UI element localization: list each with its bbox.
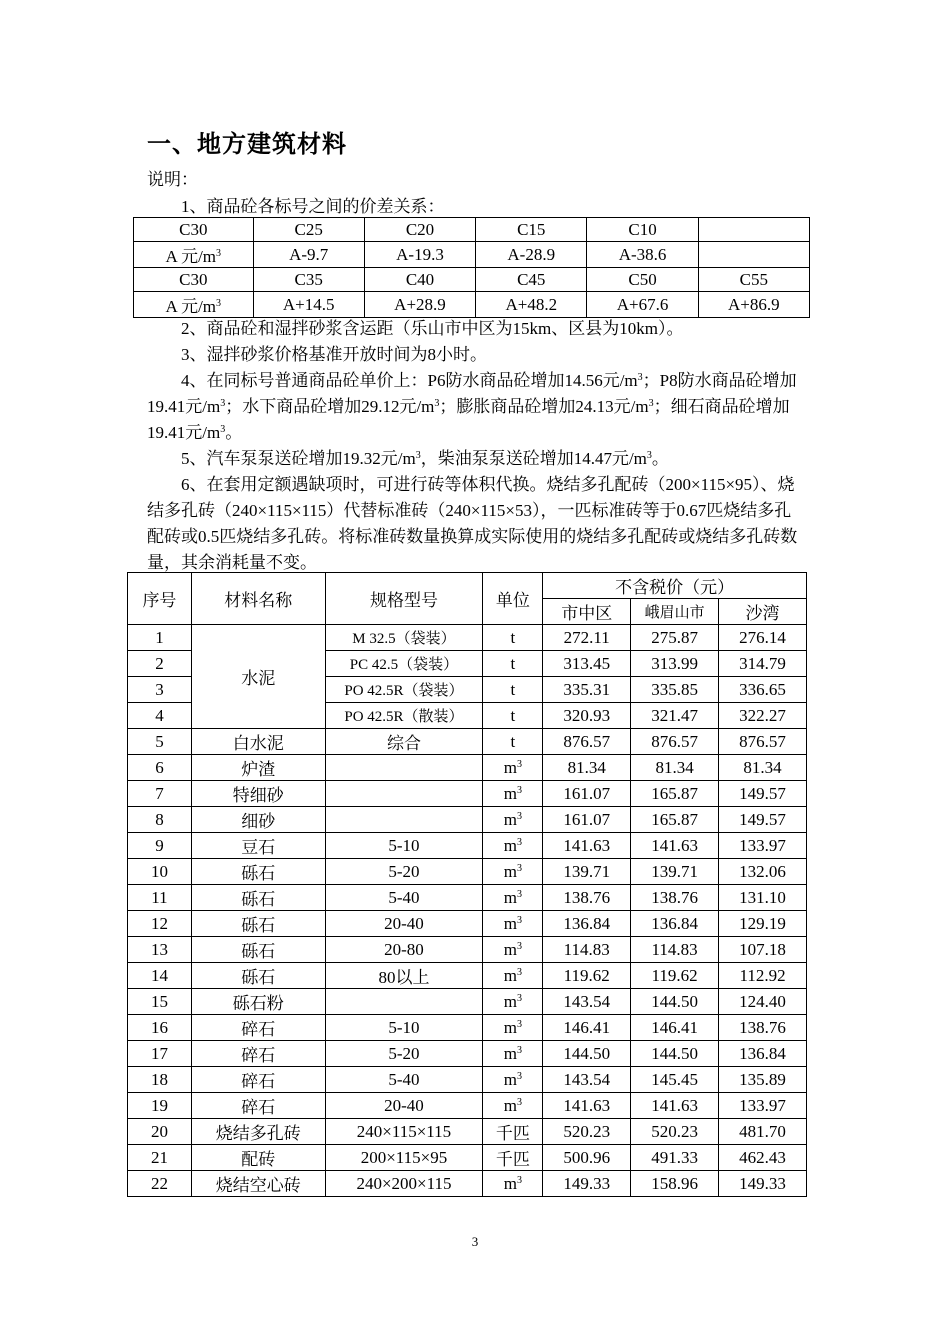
superscript: 3 [646, 450, 652, 461]
table-row [134, 242, 810, 268]
superscript: 3 [516, 810, 522, 822]
price-shawan-cell: 107.18 [719, 937, 807, 963]
price-emeishan-cell: 145.45 [631, 1067, 719, 1093]
price-emeishan-cell: 313.99 [631, 651, 719, 677]
seq-cell: 20 [128, 1119, 192, 1145]
superscript: 3 [516, 1070, 522, 1082]
price-shawan-cell: 136.84 [719, 1041, 807, 1067]
superscript: 3 [516, 940, 522, 952]
unit-cell: $m^3$ [483, 781, 543, 807]
spec-cell: 20-80 [325, 937, 483, 963]
seq-cell: 17 [128, 1041, 192, 1067]
superscript: 3 [415, 450, 421, 461]
price-shawan-cell: 336.65 [719, 677, 807, 703]
superscript: 3 [516, 836, 522, 848]
grade-base-cell [134, 292, 254, 318]
unit-cell: $m^3$ [483, 1171, 543, 1197]
price-emeishan-cell: 141.63 [631, 833, 719, 859]
material-name-cell: 碎石 [191, 1067, 325, 1093]
table-row [128, 885, 807, 911]
item-2: 2、商品砼和湿拌砂浆含运距（乐山市中区为15km、区县为10km）。 [181, 319, 684, 338]
unit-cell: $m^3$ [483, 1067, 543, 1093]
table-row [128, 755, 807, 781]
table-row [128, 833, 807, 859]
unit-cell: $m^3$ [483, 1041, 543, 1067]
material-name-cell: 豆石 [191, 833, 325, 859]
superscript: 3 [516, 992, 522, 1004]
price-emeishan-cell: 119.62 [631, 963, 719, 989]
seq-cell: 4 [128, 703, 192, 729]
table-row [128, 1093, 807, 1119]
item-4-text: ；细石商品砼增加19.41元/m [147, 397, 790, 442]
superscript: 3 [637, 372, 643, 383]
item-1: 1、商品砼各标号之间的价差关系： [181, 197, 445, 216]
table-row [128, 937, 807, 963]
grade-cell: C15 [476, 218, 587, 242]
seq-cell: 7 [128, 781, 192, 807]
unit-cell: t [483, 729, 543, 755]
price-shizhong-cell: 114.83 [543, 937, 631, 963]
grade-cell: A-19.3 [364, 242, 475, 268]
seq-cell: 10 [128, 859, 192, 885]
table-row [128, 1145, 807, 1171]
unit-cell: $m^3$ [483, 989, 543, 1015]
price-shizhong-cell: 139.71 [543, 859, 631, 885]
price-shawan-cell: 129.19 [719, 911, 807, 937]
item-4-text: ；膨胀商品砼增加24.13元/m [439, 397, 649, 416]
seq-cell: 22 [128, 1171, 192, 1197]
grade-cell: A-38.6 [587, 242, 698, 268]
superscript: 3 [220, 398, 226, 409]
superscript: 3 [516, 1096, 522, 1108]
material-name-cell: 砾石 [191, 885, 325, 911]
table-row [128, 1041, 807, 1067]
table-row [128, 1171, 807, 1197]
spec-cell: M 32.5（袋装） [325, 625, 483, 651]
grade-cell: A+67.6 [587, 292, 698, 318]
price-shawan-cell: 133.97 [719, 833, 807, 859]
seq-cell: 6 [128, 755, 192, 781]
spec-cell: PC 42.5（袋装） [325, 651, 483, 677]
table-row [134, 218, 810, 242]
item-4-text: ；水下商品砼增加29.12元/m [225, 397, 435, 416]
grade-cell: C25 [253, 218, 364, 242]
unit-cell: $m^3$ [483, 1015, 543, 1041]
seq-cell: 9 [128, 833, 192, 859]
material-name-cell: 水泥 [191, 625, 325, 729]
grade-cell: A+86.9 [698, 292, 809, 318]
table-header-row [128, 573, 807, 599]
unit-cell: t [483, 625, 543, 651]
price-emeishan-cell: 321.47 [631, 703, 719, 729]
price-shizhong-cell: 335.31 [543, 677, 631, 703]
price-shawan-cell: 124.40 [719, 989, 807, 1015]
spec-cell: 200×115×95 [325, 1145, 483, 1171]
spec-cell: 综合 [325, 729, 483, 755]
price-shawan-cell: 135.89 [719, 1067, 807, 1093]
item-5-text: 。 [651, 449, 669, 468]
material-name-cell: 砾石 [191, 963, 325, 989]
price-emeishan-cell: 144.50 [631, 1041, 719, 1067]
price-shizhong-cell: 320.93 [543, 703, 631, 729]
grade-cell: C55 [698, 268, 809, 292]
price-emeishan-cell: 138.76 [631, 885, 719, 911]
table-row [128, 963, 807, 989]
price-shizhong-cell: 161.07 [543, 807, 631, 833]
material-name-cell: 配砖 [191, 1145, 325, 1171]
header-name: 材料名称 [191, 573, 325, 625]
page-title: 一、地方建筑材料 [147, 130, 347, 158]
price-shizhong-cell: 144.50 [543, 1041, 631, 1067]
seq-cell: 16 [128, 1015, 192, 1041]
price-shizhong-cell: 161.07 [543, 781, 631, 807]
price-shawan-cell: 462.43 [719, 1145, 807, 1171]
grade-cell: A-28.9 [476, 242, 587, 268]
superscript: 3 [516, 888, 522, 900]
superscript: 3 [516, 1044, 522, 1056]
price-shizhong-cell: 143.54 [543, 989, 631, 1015]
price-shawan-cell: 149.57 [719, 781, 807, 807]
price-emeishan-cell: 81.34 [631, 755, 719, 781]
header-loc-shawan: 沙湾 [719, 599, 807, 625]
table-row [128, 1067, 807, 1093]
price-shizhong-cell: 272.11 [543, 625, 631, 651]
material-name-cell: 砾石 [191, 859, 325, 885]
header-spec: 规格型号 [325, 573, 483, 625]
grade-base-cell [134, 242, 254, 268]
price-shizhong-cell: 149.33 [543, 1171, 631, 1197]
price-emeishan-cell: 144.50 [631, 989, 719, 1015]
price-emeishan-cell: 114.83 [631, 937, 719, 963]
spec-cell: 5-40 [325, 1067, 483, 1093]
price-emeishan-cell: 275.87 [631, 625, 719, 651]
material-name-cell: 碎石 [191, 1093, 325, 1119]
item-4-text: ；P8防水商品砼增加19.41元/m [147, 371, 797, 416]
header-unit: 单位 [483, 573, 543, 625]
base-label: A 元/m [165, 297, 217, 316]
superscript: 3 [216, 248, 222, 259]
price-emeishan-cell: 146.41 [631, 1015, 719, 1041]
grade-cell: C30 [134, 218, 254, 242]
grade-cell: C50 [587, 268, 698, 292]
material-name-cell: 砾石粉 [191, 989, 325, 1015]
seq-cell: 8 [128, 807, 192, 833]
spec-cell: 80以上 [325, 963, 483, 989]
concrete-grade-table [133, 217, 810, 318]
table-row [134, 268, 810, 292]
grade-cell: C40 [364, 268, 475, 292]
material-name-cell: 烧结多孔砖 [191, 1119, 325, 1145]
seq-cell: 1 [128, 625, 192, 651]
price-emeishan-cell: 876.57 [631, 729, 719, 755]
superscript: 3 [516, 966, 522, 978]
price-shawan-cell: 276.14 [719, 625, 807, 651]
price-shizhong-cell: 141.63 [543, 1093, 631, 1119]
base-label: A 元/m [165, 247, 217, 266]
table-row [128, 625, 807, 651]
price-shizhong-cell: 876.57 [543, 729, 631, 755]
table-row [128, 781, 807, 807]
item-6: 6、在套用定额遇缺项时，可进行砖等体积代换。烧结多孔配砖（200×115×95）、烧结多孔砖（240×115×115）代替标准砖（240×115×53），一匹标准砖等于0.67匹烧结多孔配砖或0.5匹烧结多孔砖。将标准砖数量换算成实际使用的烧结多孔配砖或烧结多孔砖数量，其余消耗量不变。 [147, 475, 798, 572]
seq-cell: 11 [128, 885, 192, 911]
material-rows [128, 729, 807, 1197]
superscript: 3 [516, 1018, 522, 1030]
unit-cell: $m^3$ [483, 963, 543, 989]
spec-cell [325, 781, 483, 807]
grade-cell: A+14.5 [253, 292, 364, 318]
superscript: 3 [516, 1174, 522, 1186]
price-shawan-cell: 132.06 [719, 859, 807, 885]
price-shawan-cell: 149.33 [719, 1171, 807, 1197]
grade-cell: C30 [134, 268, 254, 292]
price-shawan-cell: 322.27 [719, 703, 807, 729]
table-row [128, 911, 807, 937]
unit-cell: $m^3$ [483, 859, 543, 885]
unit-cell: $m^3$ [483, 1093, 543, 1119]
price-shawan-cell: 81.34 [719, 755, 807, 781]
item-4-text: 4、在同标号普通商品砼单价上：P6防水商品砼增加14.56元/m [181, 371, 638, 390]
material-name-cell: 碎石 [191, 1041, 325, 1067]
table-row [128, 1119, 807, 1145]
superscript: 3 [220, 424, 226, 435]
material-price-table [127, 572, 807, 1197]
table-row [128, 989, 807, 1015]
item-4 [147, 368, 807, 446]
grade-cell: C10 [587, 218, 698, 242]
price-shizhong-cell: 143.54 [543, 1067, 631, 1093]
price-shizhong-cell: 138.76 [543, 885, 631, 911]
superscript: 3 [516, 862, 522, 874]
price-shizhong-cell: 141.63 [543, 833, 631, 859]
price-emeishan-cell: 165.87 [631, 807, 719, 833]
price-emeishan-cell: 136.84 [631, 911, 719, 937]
unit-cell: 千匹 [483, 1119, 543, 1145]
spec-cell: 5-40 [325, 885, 483, 911]
spec-cell: 240×115×115 [325, 1119, 483, 1145]
header-loc-shizhong: 市中区 [543, 599, 631, 625]
price-shawan-cell: 138.76 [719, 1015, 807, 1041]
price-shizhong-cell: 146.41 [543, 1015, 631, 1041]
spec-cell: 20-40 [325, 1093, 483, 1119]
spec-cell: PO 42.5R（袋装） [325, 677, 483, 703]
price-shizhong-cell: 500.96 [543, 1145, 631, 1171]
grade-cell: C45 [476, 268, 587, 292]
material-name-cell: 白水泥 [191, 729, 325, 755]
seq-cell: 2 [128, 651, 192, 677]
grade-cell: C35 [253, 268, 364, 292]
table-row [128, 807, 807, 833]
price-shizhong-cell: 119.62 [543, 963, 631, 989]
price-shawan-cell: 314.79 [719, 651, 807, 677]
header-price: 不含税价（元） [543, 573, 807, 599]
superscript: 3 [516, 784, 522, 796]
unit-cell: t [483, 703, 543, 729]
material-name-cell: 砾石 [191, 911, 325, 937]
spec-cell: 20-40 [325, 911, 483, 937]
spec-cell [325, 807, 483, 833]
price-shawan-cell: 481.70 [719, 1119, 807, 1145]
material-name-cell: 特细砂 [191, 781, 325, 807]
spec-cell [325, 755, 483, 781]
price-emeishan-cell: 158.96 [631, 1171, 719, 1197]
header-seq: 序号 [128, 573, 192, 625]
price-shizhong-cell: 520.23 [543, 1119, 631, 1145]
table-row [128, 1015, 807, 1041]
spec-cell [325, 989, 483, 1015]
table-row [128, 729, 807, 755]
item-5 [147, 446, 807, 472]
seq-cell: 18 [128, 1067, 192, 1093]
grade-cell: A+48.2 [476, 292, 587, 318]
unit-cell: 千匹 [483, 1145, 543, 1171]
unit-cell: t [483, 677, 543, 703]
superscript: 3 [516, 758, 522, 770]
seq-cell: 15 [128, 989, 192, 1015]
item-5-text: ，柴油泵泵送砼增加14.47元/m [420, 449, 647, 468]
seq-cell: 5 [128, 729, 192, 755]
superscript: 3 [434, 398, 440, 409]
price-emeishan-cell: 139.71 [631, 859, 719, 885]
grade-cell: A+28.9 [364, 292, 475, 318]
cement-rows [128, 625, 807, 729]
price-shawan-cell: 133.97 [719, 1093, 807, 1119]
note-label: 说明： [147, 170, 198, 189]
unit-cell: $m^3$ [483, 885, 543, 911]
spec-cell: 5-20 [325, 859, 483, 885]
seq-cell: 3 [128, 677, 192, 703]
price-shizhong-cell: 81.34 [543, 755, 631, 781]
spec-cell: 5-20 [325, 1041, 483, 1067]
grade-cell [698, 218, 809, 242]
superscript: 3 [516, 914, 522, 926]
seq-cell: 13 [128, 937, 192, 963]
price-emeishan-cell: 335.85 [631, 677, 719, 703]
spec-cell: PO 42.5R（散装） [325, 703, 483, 729]
superscript: 3 [648, 398, 654, 409]
item-5-text: 5、汽车泵泵送砼增加19.32元/m [181, 449, 416, 468]
unit-cell: $m^3$ [483, 807, 543, 833]
spec-cell: 240×200×115 [325, 1171, 483, 1197]
unit-cell: t [483, 651, 543, 677]
material-name-cell: 细砂 [191, 807, 325, 833]
spec-cell: 5-10 [325, 1015, 483, 1041]
seq-cell: 21 [128, 1145, 192, 1171]
item-3: 3、湿拌砂浆价格基准开放时间为8小时。 [181, 345, 487, 364]
grade-cell: A-9.7 [253, 242, 364, 268]
price-shizhong-cell: 313.45 [543, 651, 631, 677]
price-shizhong-cell: 136.84 [543, 911, 631, 937]
material-name-cell: 碎石 [191, 1015, 325, 1041]
unit-cell: $m^3$ [483, 833, 543, 859]
price-emeishan-cell: 520.23 [631, 1119, 719, 1145]
material-name-cell: 砾石 [191, 937, 325, 963]
price-shawan-cell: 149.57 [719, 807, 807, 833]
grade-cell: C20 [364, 218, 475, 242]
superscript: 3 [216, 298, 222, 309]
item-4-text: 。 [225, 423, 243, 442]
header-loc-emeishan: 峨眉山市 [631, 599, 719, 625]
price-shawan-cell: 876.57 [719, 729, 807, 755]
price-emeishan-cell: 165.87 [631, 781, 719, 807]
unit-cell: $m^3$ [483, 755, 543, 781]
price-shawan-cell: 131.10 [719, 885, 807, 911]
seq-cell: 19 [128, 1093, 192, 1119]
seq-cell: 14 [128, 963, 192, 989]
material-name-cell: 炉渣 [191, 755, 325, 781]
spec-cell: 5-10 [325, 833, 483, 859]
unit-cell: $m^3$ [483, 937, 543, 963]
table-row [134, 292, 810, 318]
material-name-cell: 烧结空心砖 [191, 1171, 325, 1197]
table-row [128, 859, 807, 885]
grade-cell [698, 242, 809, 268]
price-shawan-cell: 112.92 [719, 963, 807, 989]
seq-cell: 12 [128, 911, 192, 937]
price-emeishan-cell: 141.63 [631, 1093, 719, 1119]
unit-cell: $m^3$ [483, 911, 543, 937]
page-number: 3 [471, 1234, 479, 1249]
price-emeishan-cell: 491.33 [631, 1145, 719, 1171]
